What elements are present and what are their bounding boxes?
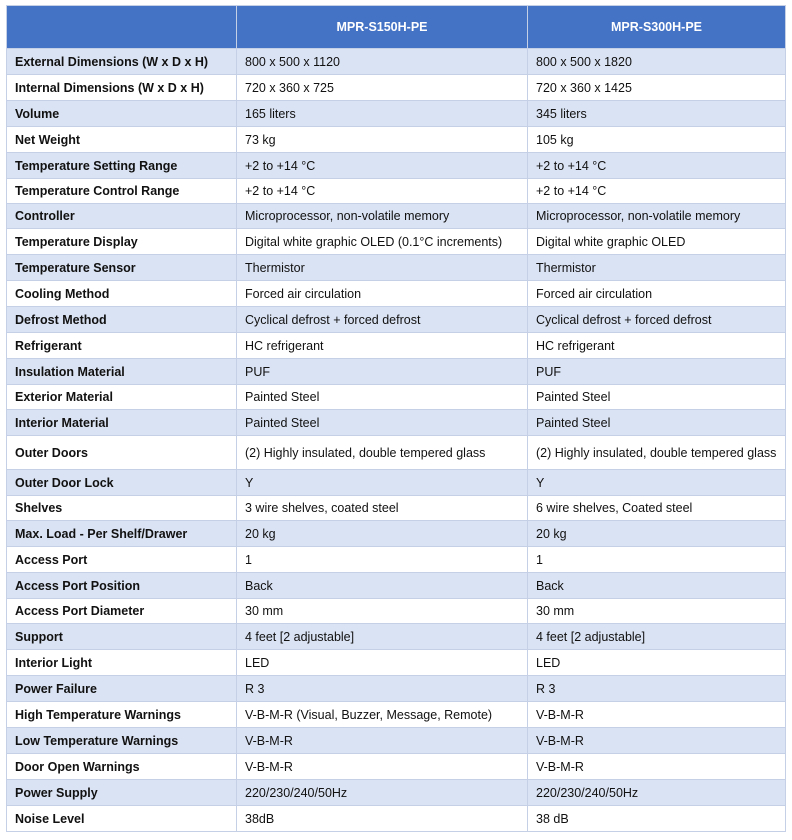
spec-label-cell: Outer Door Lock (7, 470, 237, 496)
spec-value-model-a: 4 feet [2 adjustable] (237, 624, 528, 650)
spec-value-model-b: 20 kg (528, 521, 786, 547)
spec-value-model-b: V-B-M-R (528, 702, 786, 728)
spec-value-model-b: V-B-M-R (528, 728, 786, 754)
spec-label-cell: Max. Load - Per Shelf/Drawer (7, 521, 237, 547)
spec-value-model-a: 800 x 500 x 1120 (237, 49, 528, 75)
spec-value-model-b: 30 mm (528, 599, 786, 624)
spec-value-model-b: Y (528, 470, 786, 496)
spec-value-model-b: 220/230/240/50Hz (528, 780, 786, 806)
spec-value-model-b: +2 to +14 °C (528, 153, 786, 179)
spec-value-model-a: 1 (237, 547, 528, 573)
spec-value-model-b: 6 wire shelves, Coated steel (528, 496, 786, 521)
spec-label-cell: Volume (7, 101, 237, 127)
spec-value-model-b: 345 liters (528, 101, 786, 127)
spec-value-model-b: PUF (528, 359, 786, 385)
spec-value-model-a: 73 kg (237, 127, 528, 153)
table-row (7, 436, 786, 470)
table-row (7, 728, 786, 754)
table-row (7, 754, 786, 780)
spec-value-model-b: HC refrigerant (528, 333, 786, 359)
spec-value-model-a: HC refrigerant (237, 333, 528, 359)
spec-value-model-a: Thermistor (237, 255, 528, 281)
table-row (7, 153, 786, 179)
spec-label-cell: Noise Level (7, 806, 237, 832)
spec-label-cell: Shelves (7, 496, 237, 521)
spec-value-model-a: Painted Steel (237, 385, 528, 410)
header-row (7, 6, 786, 49)
table-row (7, 333, 786, 359)
spec-value-model-a: Cyclical defrost + forced defrost (237, 307, 528, 333)
spec-label-cell: Cooling Method (7, 281, 237, 307)
table-row (7, 204, 786, 229)
spec-value-model-b: Cyclical defrost + forced defrost (528, 307, 786, 333)
header-model-b: MPR-S300H-PE (528, 6, 786, 49)
spec-value-model-b: 38 dB (528, 806, 786, 832)
table-row (7, 179, 786, 204)
spec-label-cell: Temperature Sensor (7, 255, 237, 281)
spec-value-model-b: V-B-M-R (528, 754, 786, 780)
spec-label-cell: Interior Material (7, 410, 237, 436)
table-row (7, 676, 786, 702)
table-row (7, 229, 786, 255)
spec-value-model-b: R 3 (528, 676, 786, 702)
spec-label-cell: Outer Doors (7, 436, 237, 470)
spec-value-model-b: Painted Steel (528, 410, 786, 436)
spec-label-cell: High Temperature Warnings (7, 702, 237, 728)
spec-value-model-a: 20 kg (237, 521, 528, 547)
spec-value-model-b: Forced air circulation (528, 281, 786, 307)
table-row (7, 547, 786, 573)
spec-value-model-b: 105 kg (528, 127, 786, 153)
table-row (7, 101, 786, 127)
table-row (7, 281, 786, 307)
table-header (7, 6, 786, 49)
table-row (7, 307, 786, 333)
table-row (7, 385, 786, 410)
table-row (7, 410, 786, 436)
spec-value-model-b: LED (528, 650, 786, 676)
table-row (7, 650, 786, 676)
spec-value-model-b: Painted Steel (528, 385, 786, 410)
spec-value-model-a: Microprocessor, non-volatile memory (237, 204, 528, 229)
spec-value-model-a: Digital white graphic OLED (0.1°C increments) (237, 229, 528, 255)
spec-label-cell: Temperature Setting Range (7, 153, 237, 179)
spec-value-model-a: 720 x 360 x 725 (237, 75, 528, 101)
spec-value-model-a: Forced air circulation (237, 281, 528, 307)
spec-value-model-b: Back (528, 573, 786, 599)
spec-label-cell: Low Temperature Warnings (7, 728, 237, 754)
spec-value-model-a: +2 to +14 °C (237, 179, 528, 204)
table-row (7, 75, 786, 101)
table-row (7, 496, 786, 521)
spec-value-model-a: PUF (237, 359, 528, 385)
spec-value-model-a: V-B-M-R (237, 754, 528, 780)
spec-value-model-b: Digital white graphic OLED (528, 229, 786, 255)
spec-table (6, 5, 786, 832)
spec-value-model-a: +2 to +14 °C (237, 153, 528, 179)
spec-value-model-a: 30 mm (237, 599, 528, 624)
spec-label-cell: Interior Light (7, 650, 237, 676)
spec-value-model-a: LED (237, 650, 528, 676)
spec-value-model-a: 38dB (237, 806, 528, 832)
spec-value-model-a: 165 liters (237, 101, 528, 127)
spec-value-model-b: 4 feet [2 adjustable] (528, 624, 786, 650)
spec-value-model-b: (2) Highly insulated, double tempered glass (528, 436, 786, 470)
table-body (7, 49, 786, 832)
spec-label-cell: Power Failure (7, 676, 237, 702)
spec-value-model-a: 220/230/240/50Hz (237, 780, 528, 806)
spec-label-cell: Access Port Position (7, 573, 237, 599)
spec-label-cell: Temperature Control Range (7, 179, 237, 204)
spec-value-model-a: (2) Highly insulated, double tempered glass (237, 436, 528, 470)
header-corner-cell (7, 6, 237, 49)
spec-value-model-b: 800 x 500 x 1820 (528, 49, 786, 75)
spec-label-cell: Support (7, 624, 237, 650)
spec-value-model-a: Back (237, 573, 528, 599)
spec-label-cell: Refrigerant (7, 333, 237, 359)
spec-label-cell: Access Port Diameter (7, 599, 237, 624)
spec-value-model-b: Microprocessor, non-volatile memory (528, 204, 786, 229)
spec-label-cell: External Dimensions (W x D x H) (7, 49, 237, 75)
table-row (7, 780, 786, 806)
table-row (7, 49, 786, 75)
spec-value-model-a: V-B-M-R (237, 728, 528, 754)
table-row (7, 599, 786, 624)
spec-label-cell: Power Supply (7, 780, 237, 806)
spec-label-cell: Temperature Display (7, 229, 237, 255)
spec-label-cell: Insulation Material (7, 359, 237, 385)
table-row (7, 702, 786, 728)
table-row (7, 806, 786, 832)
spec-value-model-b: +2 to +14 °C (528, 179, 786, 204)
spec-value-model-a: Y (237, 470, 528, 496)
spec-label-cell: Controller (7, 204, 237, 229)
spec-label-cell: Access Port (7, 547, 237, 573)
spec-label-cell: Door Open Warnings (7, 754, 237, 780)
spec-value-model-b: 1 (528, 547, 786, 573)
table-row (7, 127, 786, 153)
spec-value-model-a: R 3 (237, 676, 528, 702)
table-row (7, 470, 786, 496)
spec-label-cell: Net Weight (7, 127, 237, 153)
spec-value-model-a: 3 wire shelves, coated steel (237, 496, 528, 521)
spec-value-model-b: 720 x 360 x 1425 (528, 75, 786, 101)
table-row (7, 255, 786, 281)
spec-label-cell: Defrost Method (7, 307, 237, 333)
table-row (7, 624, 786, 650)
spec-value-model-a: V-B-M-R (Visual, Buzzer, Message, Remote) (237, 702, 528, 728)
table-row (7, 521, 786, 547)
table-row (7, 359, 786, 385)
spec-value-model-b: Thermistor (528, 255, 786, 281)
spec-label-cell: Internal Dimensions (W x D x H) (7, 75, 237, 101)
table-row (7, 573, 786, 599)
spec-label-cell: Exterior Material (7, 385, 237, 410)
spec-value-model-a: Painted Steel (237, 410, 528, 436)
header-model-a: MPR-S150H-PE (237, 6, 528, 49)
